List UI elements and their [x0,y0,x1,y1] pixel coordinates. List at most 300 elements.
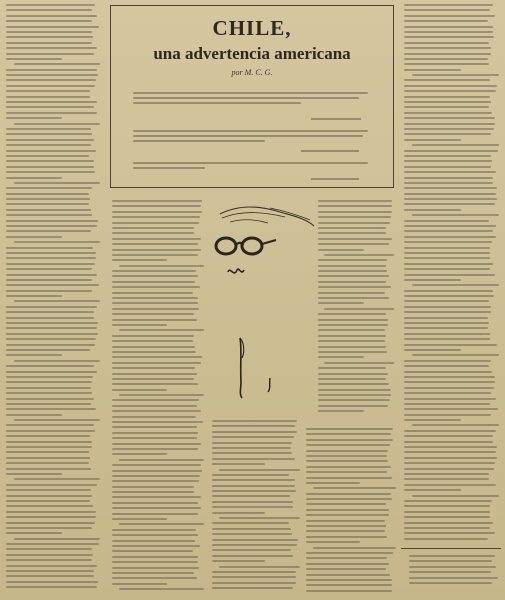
text-line [404,489,461,491]
text-line [404,376,495,378]
text-line [318,329,385,331]
text-line [409,560,492,562]
text-line [212,501,293,503]
text-line [212,463,265,465]
text-line [112,410,201,412]
text-line [112,513,198,515]
text-line [112,453,167,455]
text-line [404,295,494,297]
text-line [212,576,296,578]
text-line [404,58,488,60]
text-line [306,590,392,592]
text-line [112,486,194,488]
illustration [210,196,320,306]
text-line [6,489,91,491]
text-line [212,549,291,551]
text-line [112,480,199,482]
text-line [404,311,491,313]
text-line [6,160,94,162]
text-line [112,200,202,202]
text-line [6,365,94,367]
text-line [6,570,94,572]
text-line [404,257,490,259]
text-line [318,259,387,261]
text-line [6,484,97,486]
text-line [404,20,488,22]
text-line [6,236,62,238]
text-line [306,584,392,586]
text-line [6,327,97,329]
text-line [404,112,492,114]
text-line [404,446,497,448]
text-line [6,31,92,33]
text-line [6,274,97,276]
text-line [6,344,95,346]
text-line [6,505,93,507]
text-line [6,414,62,416]
epigraph-quote-2 [133,130,373,146]
text-line [6,42,92,44]
text-line [404,247,490,249]
text-line [404,387,494,389]
text-line [6,139,94,141]
text-line [306,530,385,532]
text-line [6,225,97,227]
text-line [212,506,293,508]
epigraph-quote-3 [133,162,373,172]
text-line [212,431,297,433]
text-line [6,392,92,394]
text-line [404,263,493,265]
article-subtitle: una advertencia americana [153,44,351,63]
text-line [404,133,491,135]
text-line [219,469,300,471]
text-line [404,128,494,130]
text-line [324,254,394,256]
text-line [306,466,391,468]
text-line [404,419,461,421]
text-line [306,574,390,576]
text-line [212,495,290,497]
text-line [6,171,95,173]
text-line [112,491,194,493]
text-line [404,317,488,319]
text-line [6,441,92,443]
text-line [404,193,496,195]
text-line [112,211,202,213]
text-line [404,241,492,243]
text-line [404,15,495,17]
text-line [404,101,491,103]
text-line [6,543,99,545]
text-line [212,555,293,557]
text-line [6,247,93,249]
text-line [112,340,193,342]
text-line [404,462,495,464]
text-line [412,214,499,216]
text-line [6,522,95,524]
text-line [112,275,198,277]
text-line [404,236,496,238]
text-line [6,26,99,28]
text-line [318,389,391,391]
text-line [404,252,490,254]
text-line [404,532,495,534]
text-line [306,433,391,435]
text-line [404,392,491,394]
text-line [6,403,91,405]
text-line [112,308,199,310]
text-line [318,302,364,304]
text-line [6,554,93,556]
text-line [6,371,97,373]
text-line [412,284,499,286]
text-line [14,300,100,302]
text-line [404,203,495,205]
text-line [212,458,295,460]
text-line [112,540,195,542]
epigraph-signature-3 [311,178,359,180]
text-line [112,507,201,509]
text-line [112,346,195,348]
text-line [324,308,394,310]
text-line [404,198,497,200]
text-line [6,106,94,108]
text-line [112,518,167,520]
text-line [404,166,491,168]
text-line [119,588,204,590]
text-line [112,416,196,418]
text-line [404,500,492,502]
text-line [306,514,389,516]
text-line [6,311,94,313]
text-line [404,403,490,405]
text-line [306,428,393,430]
text-line [6,198,90,200]
text-line [412,354,499,356]
text-line [6,58,62,60]
text-line [112,567,199,569]
text-line [404,171,496,173]
text-line [6,209,91,211]
text-line [404,333,490,335]
text-line [219,517,300,519]
text-line [112,550,193,552]
text-line [6,155,89,157]
text-line [112,292,193,294]
text-line [404,322,489,324]
text-line [404,473,489,475]
text-line [6,333,98,335]
text-line [318,405,388,407]
text-line [14,419,100,421]
text-line [306,460,388,462]
text-line [6,468,91,470]
text-line [306,455,387,457]
text-line [404,435,493,437]
text-line [6,457,90,459]
footnote-box [401,548,501,589]
text-line [404,538,488,540]
text-line [404,365,489,367]
text-line [212,452,292,454]
text-line [6,133,92,135]
epigraph-signature-1 [311,118,361,120]
text-line [318,324,388,326]
text-line [212,474,289,476]
text-line [313,487,396,489]
text-line [6,4,95,6]
text-line [6,430,95,432]
text-line [112,432,198,434]
text-line [6,112,97,114]
text-line [112,356,202,358]
text-line [318,394,391,396]
text-line [306,439,393,441]
text-line [306,503,386,505]
text-line [404,106,489,108]
text-line [306,557,387,559]
text-line [112,351,196,353]
text-line [112,286,200,288]
text-line [14,182,100,184]
text-line [306,477,392,479]
text-line [14,360,100,362]
text-line [6,36,93,38]
text-line [404,69,461,71]
text-line [6,220,98,222]
text-line [409,571,491,573]
text-line [404,381,495,383]
text-line [318,383,389,385]
text-line [318,238,392,240]
text-line [212,447,291,449]
text-line [212,522,289,524]
text-line [318,335,386,337]
text-line [404,484,496,486]
text-line [212,479,295,481]
text-line [404,327,488,329]
text-line [6,511,96,513]
article-header-box [110,5,394,188]
text-line [404,9,490,11]
glasses-and-pen-drawing-icon [210,196,320,306]
text-line [6,96,90,98]
text-line [404,441,493,443]
text-line [6,575,94,577]
text-line [6,117,62,119]
text-line [112,205,201,207]
text-line [404,338,490,340]
text-line [404,155,491,157]
text-line [6,516,96,518]
text-line [318,346,386,348]
text-line [404,527,490,529]
text-line [6,559,92,561]
text-line [306,444,390,446]
text-line [212,582,296,584]
text-line [6,101,97,103]
text-line [212,539,298,541]
text-line [404,457,497,459]
text-line [6,322,98,324]
text-line [112,249,201,251]
text-line [6,290,92,292]
text-line [324,362,394,364]
text-line [412,74,499,76]
text-line [6,268,92,270]
text-line [14,478,100,480]
text-line [14,241,100,243]
text-line [6,295,62,297]
text-column-center-bottom-2 [306,428,396,596]
text-line [212,420,297,422]
text-line [6,532,62,534]
text-line [112,313,194,315]
text-line [6,144,91,146]
text-line [212,442,292,444]
epigraph-quote-1 [133,92,373,108]
text-line [404,230,493,232]
text-line [112,302,198,304]
text-line [112,437,197,439]
article-title: CHILE, [212,16,292,40]
text-line [119,523,204,525]
text-line [318,373,388,375]
text-line [404,408,498,410]
text-line [6,548,92,550]
text-line [6,462,89,464]
text-line [306,520,385,522]
text-line [6,381,92,383]
text-line [6,47,97,49]
text-line [6,349,90,351]
text-line [412,424,499,426]
text-line [404,268,490,270]
text-line [404,117,495,119]
text-line [112,389,167,391]
text-line [404,42,489,44]
text-column-left [6,4,100,596]
text-line [112,475,200,477]
text-line [6,257,96,259]
text-line [404,349,461,351]
text-line [404,300,489,302]
text-line [404,177,493,179]
text-line [6,230,91,232]
text-line [112,426,197,428]
text-line [404,279,461,281]
text-line [404,36,494,38]
text-line [404,478,489,480]
text-line [212,485,295,487]
text-line [6,398,94,400]
text-line [112,232,194,234]
text-line [6,495,92,497]
text-line [6,284,99,286]
text-line [318,340,385,342]
text-line [404,511,490,513]
text-line [306,471,387,473]
text-line [112,297,198,299]
text-line [112,324,167,326]
text-line [404,123,495,125]
text-line [318,205,392,207]
text-line [404,53,491,55]
text-line [404,90,496,92]
text-line [112,238,201,240]
text-line [212,436,294,438]
text-line [404,26,493,28]
text-line [404,306,491,308]
text-line [212,560,265,562]
text-line [6,279,92,281]
text-line [14,63,100,65]
text-line [212,587,293,589]
text-line [404,430,496,432]
text-line [306,450,388,452]
text-line [219,566,300,568]
text-line [318,292,385,294]
text-line [6,69,97,71]
text-line [6,74,98,76]
text-line [313,547,396,549]
text-line [112,383,198,385]
text-line [404,96,490,98]
text-line [6,193,89,195]
text-line [6,408,96,410]
text-line [6,581,98,583]
text-line [14,538,100,540]
text-line [404,225,496,227]
text-column-right [404,4,499,544]
text-line [112,470,202,472]
text-line [6,451,89,453]
text-line [112,448,198,450]
text-line [112,561,198,563]
text-line [318,270,387,272]
text-line [212,512,265,514]
text-line [404,85,497,87]
text-line [409,555,495,557]
text-line [112,572,194,574]
text-line [318,297,389,299]
text-line [318,227,386,229]
text-line [404,160,492,162]
text-line [6,214,92,216]
text-line [306,579,392,581]
text-line [112,534,198,536]
text-line [404,139,461,141]
text-line [212,425,295,427]
text-line [119,394,204,396]
text-line [318,378,386,380]
text-line [6,128,91,130]
text-line [409,566,496,568]
text-line [306,568,386,570]
text-line [6,446,92,448]
text-line [318,200,392,202]
text-line [112,577,197,579]
text-line [404,398,496,400]
text-line [112,399,199,401]
text-line [6,53,94,55]
text-line [6,90,90,92]
text-line [212,544,297,546]
text-line [112,464,201,466]
text-line [318,275,389,277]
text-line [6,9,92,11]
